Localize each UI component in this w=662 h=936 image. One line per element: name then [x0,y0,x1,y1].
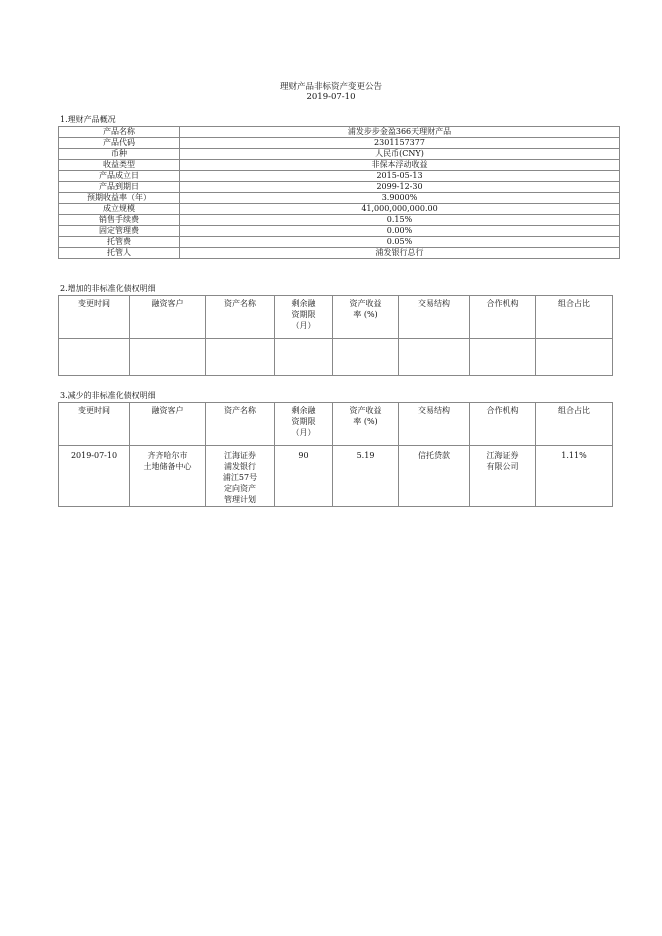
table-row [59,446,613,507]
col-client: 融资客户 [130,296,206,339]
summary-value: 2015-05-13 [180,171,620,182]
col-partner: 合作机构 [470,403,536,446]
col-remaining-term: 剩余融 资期限 （月） [275,403,333,446]
added-assets-table [58,295,613,376]
col-asset-name: 资产名称 [206,403,275,446]
added-table-empty-row [59,339,613,376]
summary-value: 0.00% [180,226,620,237]
cell-share: 1.11% [536,446,613,507]
cell-partner: 江海证券 有限公司 [470,446,536,507]
summary-row [59,160,620,171]
col-client: 融资客户 [130,403,206,446]
reduced-assets-table [58,402,613,507]
document-date: 2019-07-10 [306,92,356,102]
summary-row [59,204,620,215]
col-structure: 交易结构 [399,296,470,339]
summary-row [59,182,620,193]
summary-value: 非保本浮动收益 [180,160,620,171]
summary-row [59,171,620,182]
summary-value: 3.9000% [180,193,620,204]
section3-heading: 3.减少的非标准化债权明细 [60,391,156,400]
col-change-time: 变更时间 [59,296,130,339]
summary-label: 币种 [59,149,180,160]
product-summary-table [58,126,620,259]
summary-row [59,237,620,248]
summary-value: 2301157377 [180,138,620,149]
col-share: 组合占比 [536,403,613,446]
section1-heading: 1.理财产品概况 [60,115,116,124]
summary-row [59,193,620,204]
summary-label: 托管费 [59,237,180,248]
summary-label: 产品到期日 [59,182,180,193]
added-table-header-row [59,296,613,339]
col-structure: 交易结构 [399,403,470,446]
col-yield: 资产收益 率 (%) [333,403,399,446]
summary-label: 固定管理费 [59,226,180,237]
col-partner: 合作机构 [470,296,536,339]
summary-label: 产品成立日 [59,171,180,182]
summary-value: 浦发银行总行 [180,248,620,259]
cell-structure: 信托贷款 [399,446,470,507]
summary-row [59,138,620,149]
summary-label: 预期收益率（年） [59,193,180,204]
col-asset-name: 资产名称 [206,296,275,339]
summary-label: 成立规模 [59,204,180,215]
summary-value: 0.05% [180,237,620,248]
cell-remaining-term: 90 [275,446,333,507]
summary-value: 0.15% [180,215,620,226]
summary-row [59,248,620,259]
cell-yield: 5.19 [333,446,399,507]
cell-client: 齐齐哈尔市 土地储备中心 [130,446,206,507]
summary-value: 浦发步步金盈366天理财产品 [180,127,620,138]
summary-label: 产品名称 [59,127,180,138]
summary-row [59,127,620,138]
summary-row [59,226,620,237]
reduced-table-header-row [59,403,613,446]
document-title: 理财产品非标资产变更公告 [279,82,382,92]
summary-row [59,215,620,226]
summary-label: 产品代码 [59,138,180,149]
summary-row [59,149,620,160]
cell-asset-name: 江海证券 浦发银行 浦江57号 定向资产 管理计划 [206,446,275,507]
summary-label: 收益类型 [59,160,180,171]
summary-label: 托管人 [59,248,180,259]
col-share: 组合占比 [536,296,613,339]
col-change-time: 变更时间 [59,403,130,446]
section2-heading: 2.增加的非标准化债权明细 [60,284,156,293]
summary-label: 销售手续费 [59,215,180,226]
summary-value: 2099-12-30 [180,182,620,193]
summary-value: 人民币(CNY) [180,149,620,160]
cell-change-time: 2019-07-10 [59,446,130,507]
col-yield: 资产收益 率 (%) [333,296,399,339]
col-remaining-term: 剩余融 资期限 （月） [275,296,333,339]
summary-value: 41,000,000,000.00 [180,204,620,215]
